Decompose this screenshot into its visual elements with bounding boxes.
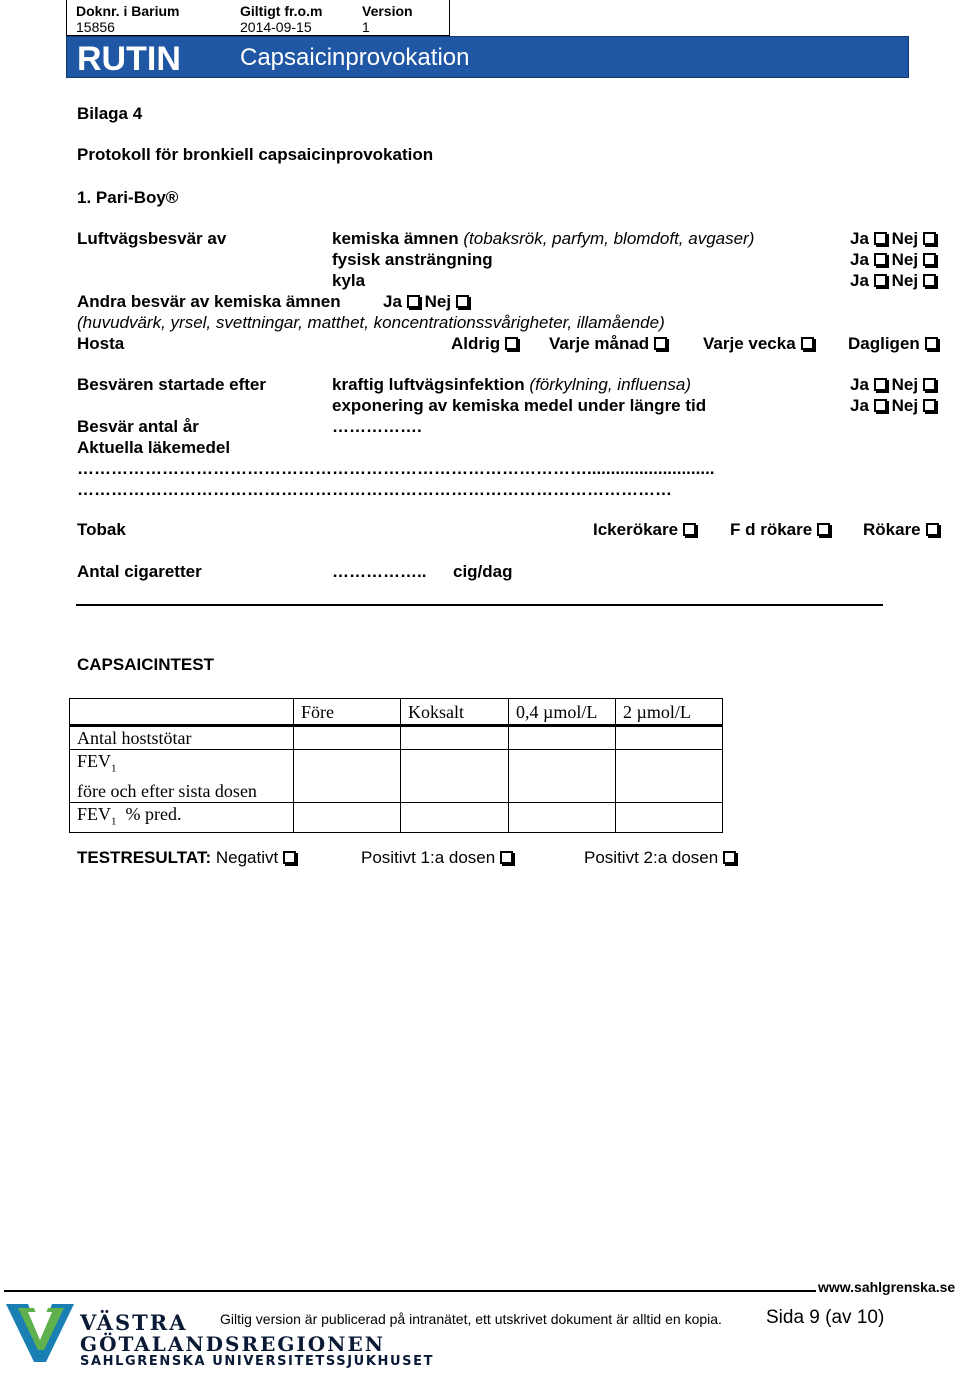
version-label: Version <box>362 3 413 19</box>
table-cell-input[interactable] <box>616 726 723 750</box>
kemiska-ja-checkbox[interactable] <box>874 232 887 245</box>
besvar-antal-ar-label: Besvär antal år <box>77 417 199 436</box>
kyla-nej-checkbox[interactable] <box>923 274 936 287</box>
protocol-heading: Protokoll för bronkiell capsaicinprovokation <box>77 145 434 164</box>
table-cell-input[interactable] <box>509 802 616 833</box>
andra-besvar-label: Andra besvär av kemiska ämnen <box>77 292 341 311</box>
capsaicin-test-table <box>69 698 723 833</box>
table-row <box>70 750 723 803</box>
capsaicintest-heading: CAPSAICINTEST <box>77 655 214 674</box>
footer-divider <box>4 1290 816 1292</box>
infektion-row-label: kraftig luftvägsinfektion (förkylning, influensa) <box>332 375 691 394</box>
antal-cigaretter-label: Antal cigaretter <box>77 562 202 581</box>
table-cell-input[interactable] <box>401 802 509 833</box>
varje-manad-checkbox[interactable] <box>654 337 667 350</box>
testresultat-label: TESTRESULTAT: <box>77 848 212 867</box>
negativt-checkbox[interactable] <box>283 851 296 864</box>
lakemedel-field-line-1[interactable]: ………………………………………………………………………………........................... <box>77 459 715 478</box>
table-cell-input[interactable] <box>616 802 723 833</box>
footer-notice: Giltig version är publicerad på intranätet, ett utskrivet dokument är alltid en kopia. <box>220 1311 722 1327</box>
kemiska-row-label: kemiska ämnen (tobaksrök, parfym, blomdoft, avgaser) <box>332 229 755 248</box>
fysisk-ja-checkbox[interactable] <box>874 253 887 266</box>
hosta-aldrig: Aldrig <box>451 334 518 354</box>
vgr-logo-icon <box>4 1300 78 1366</box>
table-header-cell <box>70 699 294 726</box>
kyla-ja-checkbox[interactable] <box>874 274 887 287</box>
section-divider <box>76 604 883 606</box>
infektion-ja-checkbox[interactable] <box>874 378 887 391</box>
document-title: Capsaicinprovokation <box>240 44 470 71</box>
page-number: Sida 9 (av 10) <box>766 1307 885 1328</box>
fd-rokare-option: F d rökare <box>730 520 830 540</box>
rokare-option: Rökare <box>863 520 939 540</box>
doc-number-label: Doknr. i Barium <box>76 3 180 19</box>
ickerokare-checkbox[interactable] <box>683 523 696 536</box>
table-cell-input[interactable] <box>401 726 509 750</box>
positivt-2-option: Positivt 2:a dosen <box>584 848 736 868</box>
positivt-1-checkbox[interactable] <box>500 851 513 864</box>
table-row <box>70 726 723 750</box>
andra-besvar-detail: (huvudvärk, yrsel, svettningar, matthet, koncentrationssvårigheter, illamående) <box>77 313 665 332</box>
table-header-dose-1: 0,4 µmol/L <box>509 699 616 726</box>
ickerokare-option: Ickerökare <box>593 520 696 540</box>
andra-ja-nej: Ja Nej <box>383 292 469 312</box>
table-cell-input[interactable] <box>294 802 401 833</box>
table-cell-input[interactable] <box>294 726 401 750</box>
exponering-ja-nej: Ja Nej <box>850 396 936 416</box>
exponering-row-label: exponering av kemiska medel under längre tid <box>332 396 707 415</box>
doc-number-value: 15856 <box>76 19 115 35</box>
logo-sahlgrenska: SAHLGRENSKA UNIVERSITETSSJUKHUSET <box>80 1354 435 1369</box>
hosta-varje-vecka: Varje vecka <box>703 334 814 354</box>
row-label-fev1-pred: $FEV_1$ % pred. <box>70 802 294 833</box>
rutin-label: RUTIN <box>77 40 181 78</box>
fd-rokare-checkbox[interactable] <box>817 523 830 536</box>
table-cell-input[interactable] <box>616 750 723 803</box>
aldrig-checkbox[interactable] <box>505 337 518 350</box>
hosta-label: Hosta <box>77 334 125 353</box>
table-header-fore: Före <box>294 699 401 726</box>
varje-vecka-checkbox[interactable] <box>801 337 814 350</box>
fysisk-row-label: fysisk ansträngning <box>332 250 493 269</box>
hosta-dagligen: Dagligen <box>848 334 938 354</box>
infektion-nej-checkbox[interactable] <box>923 378 936 391</box>
row-label-fev1: $FEV_1$ före och efter sista dosen <box>70 750 294 803</box>
hosta-varje-manad: Varje månad <box>549 334 667 354</box>
table-cell-input[interactable] <box>401 750 509 803</box>
row-label-hoststotar: Antal hoststötar <box>70 726 294 750</box>
table-header-dose-2: 2 µmol/L <box>616 699 723 726</box>
logo-vastra: VÄSTRA <box>80 1310 188 1335</box>
title-banner <box>66 36 909 78</box>
kyla-ja-nej: Ja Nej <box>850 271 936 291</box>
rokare-checkbox[interactable] <box>926 523 939 536</box>
valid-from-value: 2014-09-15 <box>240 19 312 35</box>
section-1-heading: 1. Pari-Boy® <box>77 188 179 207</box>
lakemedel-field-line-2[interactable]: …………………………………………………………………………………………… <box>77 480 672 499</box>
exponering-nej-checkbox[interactable] <box>923 399 936 412</box>
cig-unit: cig/dag <box>453 562 513 581</box>
website-link[interactable]: www.sahlgrenska.se <box>818 1279 956 1295</box>
luftvagsbesvar-label: Luftvägsbesvär av <box>77 229 227 248</box>
fysisk-ja-nej: Ja Nej <box>850 250 936 270</box>
table-cell-input[interactable] <box>294 750 401 803</box>
lakemedel-label: Aktuella läkemedel <box>77 438 231 457</box>
dagligen-checkbox[interactable] <box>925 337 938 350</box>
table-cell-input[interactable] <box>509 726 616 750</box>
version-value: 1 <box>362 19 370 35</box>
valid-from-label: Giltigt fr.o.m <box>240 3 323 19</box>
fysisk-nej-checkbox[interactable] <box>923 253 936 266</box>
table-row <box>70 802 723 833</box>
bilaga-heading: Bilaga 4 <box>77 104 143 123</box>
table-cell-input[interactable] <box>509 750 616 803</box>
table-header-row <box>70 699 723 726</box>
kyla-row-label: kyla <box>332 271 366 290</box>
besvar-antal-ar-field[interactable]: ……………. <box>332 417 422 436</box>
positivt-1-option: Positivt 1:a dosen <box>361 848 513 868</box>
logo-gotalandsregionen: GÖTALANDSREGIONEN <box>80 1332 385 1356</box>
table-header-koksalt: Koksalt <box>401 699 509 726</box>
antal-cigaretter-field[interactable]: …………….. <box>332 562 427 581</box>
andra-nej-checkbox[interactable] <box>456 295 469 308</box>
positivt-2-checkbox[interactable] <box>723 851 736 864</box>
testresultat-row: TESTRESULTAT: Negativt <box>77 848 296 868</box>
infektion-ja-nej: Ja Nej <box>850 375 936 395</box>
exponering-ja-checkbox[interactable] <box>874 399 887 412</box>
kemiska-nej-checkbox[interactable] <box>923 232 936 245</box>
tobak-label: Tobak <box>77 520 126 539</box>
kemiska-ja-nej: Ja Nej <box>850 229 936 249</box>
andra-ja-checkbox[interactable] <box>407 295 420 308</box>
besvaren-startade-label: Besvären startade efter <box>77 375 266 394</box>
